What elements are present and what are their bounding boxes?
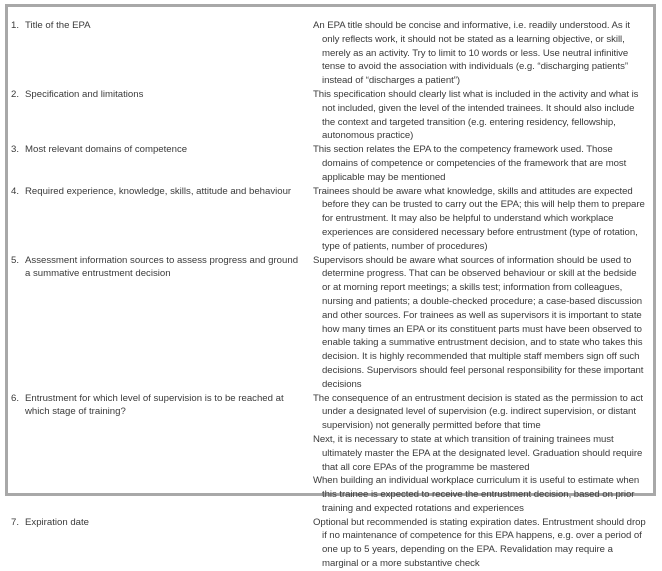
row-description: The consequence of an entrustment decision is stated as the permission to act under a designated level of supervision (e.g. indirect supervision, or distant supervision) not generally permitted before that time xyxy=(313,392,643,432)
row-number: 5. xyxy=(11,254,20,266)
row-description-cell xyxy=(313,185,647,254)
row-description: When building an individual workplace curriculum it is useful to estimate when this trainee is expected to receive the entrustment decision, based on prior training and expected rotations and experiences xyxy=(313,475,640,514)
row-description-cell xyxy=(313,392,647,516)
row-label: Entrustment for which level of supervision is to be reached at which stage of training? xyxy=(25,392,284,418)
row-label-cell xyxy=(11,88,313,143)
row-description-cell xyxy=(313,143,647,184)
row-label: Expiration date xyxy=(25,516,89,528)
row-description: Next, it is necessary to state at which transition of training trainees must ultimately master the EPA at the designated level. Graduation should require that all core EPAs of the programme be mastered xyxy=(313,433,643,473)
row-label: Title of the EPA xyxy=(25,20,91,31)
table-row xyxy=(11,185,647,254)
row-description-cell xyxy=(313,516,647,571)
row-label-cell xyxy=(11,392,313,516)
table-row xyxy=(11,19,647,88)
row-number: 2. xyxy=(11,88,20,100)
row-label-cell xyxy=(11,143,313,184)
row-description: Trainees should be aware what knowledge, skills and attitudes are expected before they can be trusted to carry out the EPA; this will help them to prepare for entrustment. It may also be helpful to understand which workplace experiences are considered necessary before entrustment (type of rotation, type of patients, number of procedures) xyxy=(313,185,645,252)
row-description: This specification should clearly list what is included in the activity and what is not included, given the level of the intended trainees. It should also include the context and targeted transition (e.g. entering residency, fellowship, autonomous practice) xyxy=(313,88,639,142)
epa-table xyxy=(11,19,647,571)
row-number: 1. xyxy=(11,20,20,31)
row-label-cell xyxy=(11,254,313,392)
row-description-cell xyxy=(313,88,647,143)
table-row xyxy=(11,88,647,143)
row-label-cell xyxy=(11,19,313,88)
row-number: 6. xyxy=(11,392,20,404)
row-label-cell xyxy=(11,516,313,571)
row-description-cell xyxy=(313,254,647,392)
row-number: 4. xyxy=(11,185,20,197)
row-label: Specification and limitations xyxy=(25,88,144,100)
row-label-cell xyxy=(11,185,313,254)
row-label: Required experience, knowledge, skills, attitude and behaviour xyxy=(25,185,292,197)
row-description: Optional but recommended is stating expiration dates. Entrustment should drop if no maintenance of competence for this EPA happens, e.g. over a period of one up to 5 years, depending on the EPA. Revalidation may require a marginal or a more substantive check xyxy=(313,516,646,570)
table-row xyxy=(11,254,647,392)
table-row xyxy=(11,143,647,184)
row-label: Assessment information sources to assess progress and ground a summative entrustment decision xyxy=(25,254,299,280)
row-number: 7. xyxy=(11,516,20,528)
row-description-cell xyxy=(313,19,647,88)
row-label: Most relevant domains of competence xyxy=(25,144,188,156)
row-description: This section relates the EPA to the competency framework used. Those domains of competence or competencies of the framework that are most applicable may be mentioned xyxy=(313,144,627,183)
row-description: An EPA title should be concise and informative, i.e. readily understood. As it only reflects work, it should not be stated as a learning objective, or skill, merely as an activity. Try to limit to 10 words or less. Use neutral infinitive tense to avoid the association with individuals (e.g. “discharging patients” instead of “discharges a patient”) xyxy=(313,20,630,87)
row-description: Supervisors should be aware what sources of information should be used to determine progress. That can be observed behaviour or skill at the bedside or at morning report meetings; a skills test; information from colleagues, nursing and patients; a double-checked procedure; a case-based discussion and other sources. For trainees as well as supervisors it is important to state how many times an EPA or its constituent parts must have been observed to enable taking a summative entrustment decision, and to state who takes this decision. It is highly recommended that multiple staff members sign off such decisions. Supervisors should feel personal responsibility for these important decisions xyxy=(313,254,644,390)
row-number: 3. xyxy=(11,144,20,156)
table-row xyxy=(11,516,647,571)
table-row xyxy=(11,392,647,516)
